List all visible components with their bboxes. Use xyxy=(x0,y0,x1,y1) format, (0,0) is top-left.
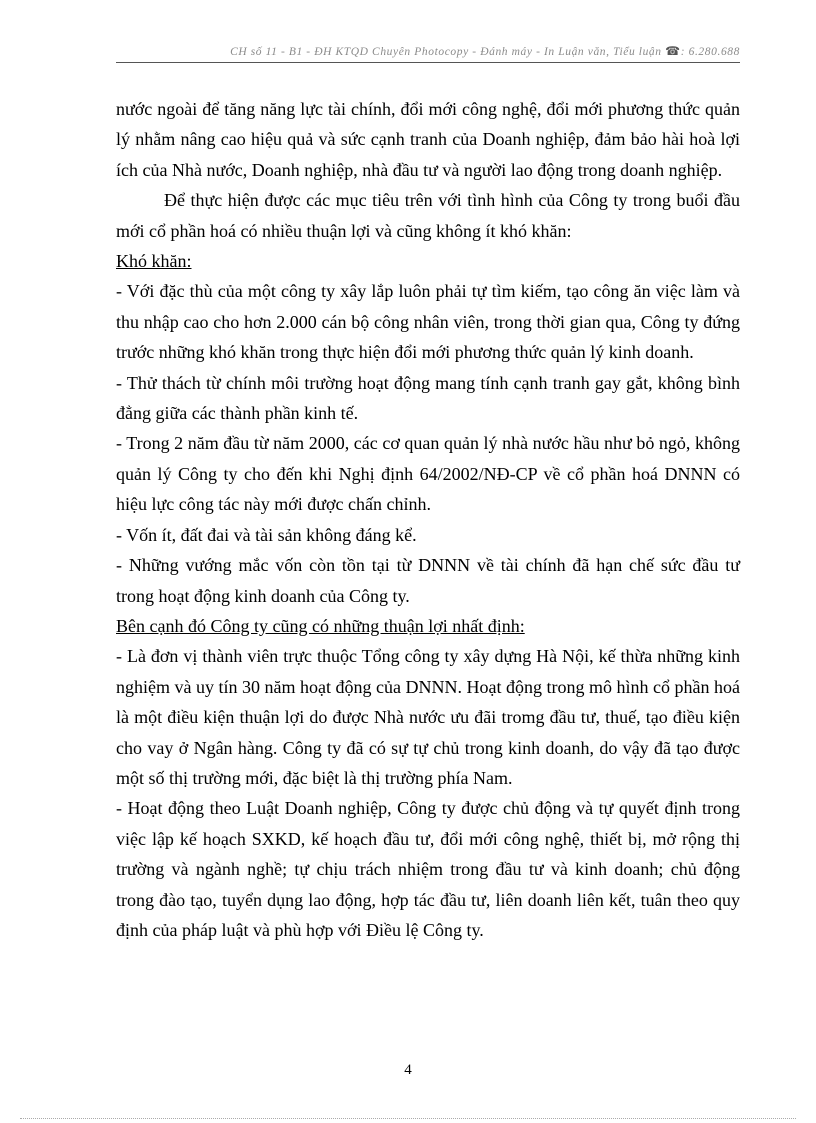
difficulty-item: - Trong 2 năm đầu từ năm 2000, các cơ quan quản lý nhà nước hầu như bỏ ngỏ, không quản lý Công ty cho đến khi Nghị định 64/2002/NĐ-CP về cổ phần hoá DNNN có hiệu lực công tác này mới được chấn chỉnh. xyxy=(116,433,740,515)
telephone-icon: ☎ xyxy=(665,44,681,58)
advantages-heading-text: Bên cạnh đó Công ty cũng có những thuận lợi nhất định: xyxy=(116,615,525,636)
advantage-item: - Hoạt động theo Luật Doanh nghiệp, Công ty được chủ động và tự quyết định trong việc lập kế hoạch SXKD, kế hoạch đầu tư, đổi mới công nghệ, thiết bị, mở rộng thị trường và ngành nghề; tự chịu trách nhiệm trong đầu tư và kinh doanh; chủ động trong đào tạo, tuyển dụng lao động, hợp tác đầu tư, liên doanh liên kết, tuân theo quy định của pháp luật và phù hợp với Điều lệ Công ty. xyxy=(116,798,740,940)
difficulties-heading xyxy=(116,246,740,276)
paragraph-intro-continued: nước ngoài để tăng năng lực tài chính, đổi mới công nghệ, đổi mới phương thức quản lý nhằm nâng cao hiệu quả và sức cạnh tranh của Doanh nghiệp, đảm bảo hài hoà lợi ích của Nhà nước, Doanh nghiệp, nhà đầu tư và người lao động trong doanh nghiệp. xyxy=(116,99,740,180)
difficulty-item: - Những vướng mắc vốn còn tồn tại từ DNNN về tài chính đã hạn chế sức đầu tư trong hoạt động kinh doanh của Công ty. xyxy=(116,555,740,606)
document-body xyxy=(116,94,740,945)
page-number: 4 xyxy=(404,1062,412,1078)
difficulty-item: - Với đặc thù của một công ty xây lắp luôn phải tự tìm kiếm, tạo công ăn việc làm và thu nhập cao cho hơn 2.000 cán bộ công nhân viên, trong thời gian qua, Công ty đứng trước những khó khăn trong thực hiện đổi mới phương thức quản lý kinh doanh. xyxy=(116,281,740,363)
advantage-item: - Là đơn vị thành viên trực thuộc Tổng công ty xây dựng Hà Nội, kế thừa những kinh nghiệm và uy tín 30 năm hoạt động của DNNN. Hoạt động trong mô hình cổ phần hoá là một điều kiện thuận lợi do được Nhà nước ưu đãi tromg đầu tư, thuế, tạo điều kiện cho vay ở Ngân hàng. Công ty đã có sự tự chủ trong kinh doanh, do vậy đã tạo được một số thị trường mới, đặc biệt là thị trường phía Nam. xyxy=(116,646,740,788)
advantages-heading xyxy=(116,611,740,641)
difficulty-item: - Thử thách từ chính môi trường hoạt động mang tính cạnh tranh gay gắt, không bình đẳng giữa các thành phần kinh tế. xyxy=(116,372,740,424)
paragraph-objectives: Để thực hiện được các mục tiêu trên với tình hình của Công ty trong buổi đầu mới cổ phần hoá có nhiều thuận lợi và cũng không ít khó khăn: xyxy=(116,190,740,241)
difficulty-item: - Vốn ít, đất đai và tài sản không đáng kể. xyxy=(116,524,417,545)
difficulties-heading-text: Khó khăn: xyxy=(116,251,192,272)
header-phone: : 6.280.688 xyxy=(680,46,740,58)
header-text: CH số 11 - B1 - ĐH KTQD Chuyên Photocopy - Đánh máy - In Luận văn, Tiểu luận xyxy=(230,46,662,58)
page-header xyxy=(116,44,740,63)
footer-divider xyxy=(20,1118,796,1119)
